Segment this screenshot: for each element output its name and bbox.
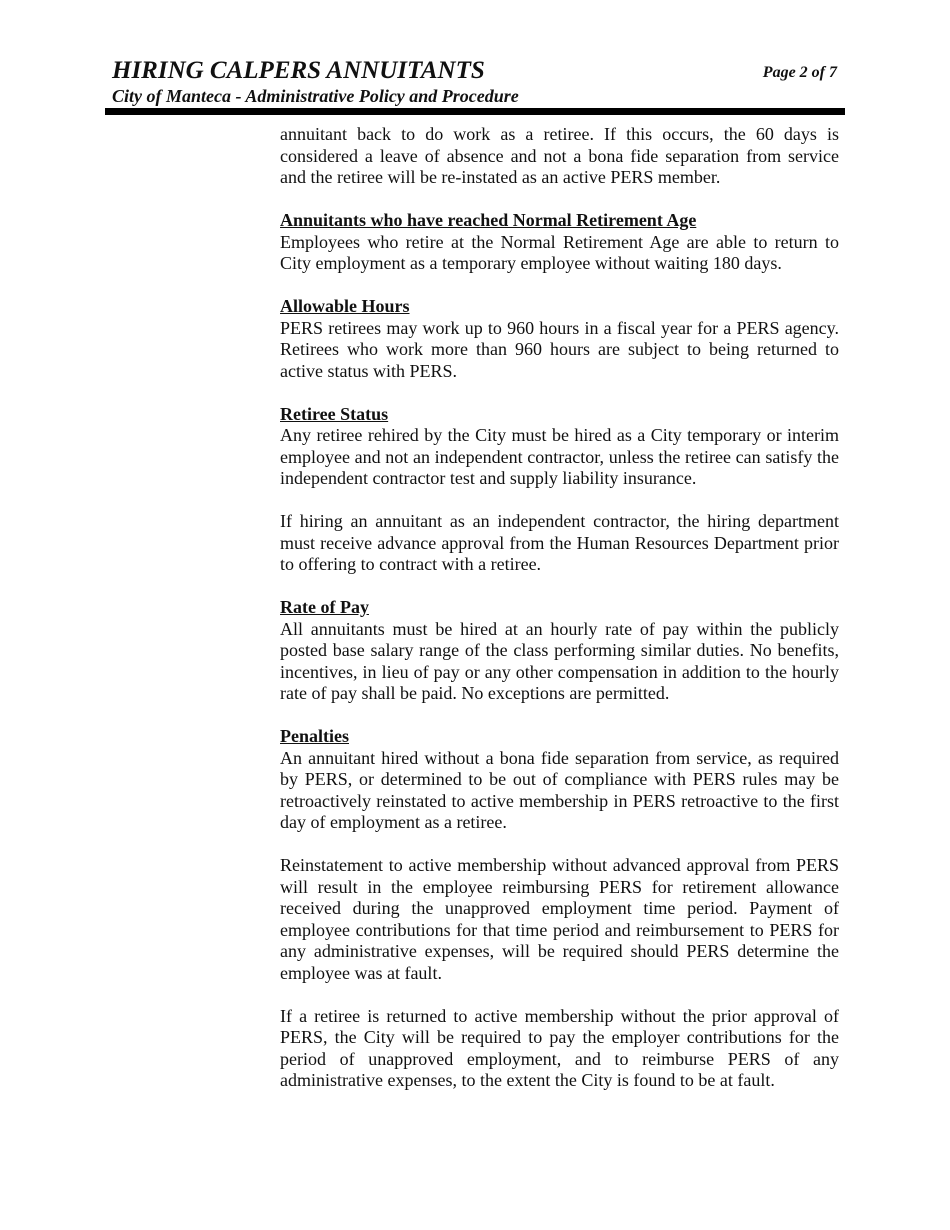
document-title: HIRING CALPERS ANNUITANTS xyxy=(112,57,485,84)
section-paragraph: Any retiree rehired by the City must be hired as a City temporary or interim employee and not an independent contractor, unless the retiree can satisfy the independent contractor test and supply liability insurance. xyxy=(280,425,839,488)
document-subtitle: City of Manteca - Administrative Policy and Procedure xyxy=(112,86,519,106)
section-paragraph: An annuitant hired without a bona fide separation from service, as required by PERS, or determined to be out of compliance with PERS rules may be retroactively reinstated to active membership in PERS retroactive to the first day of employment as a retiree. xyxy=(280,747,839,832)
section-paragraph: Reinstatement to active membership without advanced approval from PERS will result in the employee reimbursing PERS for retirement allowance received during the unapproved employment time period. Payment of employee contributions for that time period and reimbursement to PERS for any administrative expenses, will be required should PERS determine the employee was at fault. xyxy=(280,855,839,983)
header-rule xyxy=(105,108,845,115)
section-paragraph: If a retiree is returned to active membership without the prior approval of PERS, the City will be required to pay the employer contributions for the period of unapproved employment, and to reimburse PERS of any administrative expenses, to the extent the City is found to be at fault. xyxy=(280,1005,839,1090)
section-paragraph: All annuitants must be hired at an hourly rate of pay within the publicly posted base salary range of the class performing similar duties. No benefits, incentives, in lieu of pay or any other compensation in addition to the hourly rate of pay shall be paid. No exceptions are permitted. xyxy=(280,618,839,703)
section-allowable-hours xyxy=(280,296,839,382)
section-paragraph: If hiring an annuitant as an independent contractor, the hiring department must receive advance approval from the Human Resources Department prior to offering to contract with a retiree. xyxy=(280,511,839,574)
document-body xyxy=(280,124,839,1092)
section-heading: Rate of Pay xyxy=(280,597,369,617)
section-penalties xyxy=(280,726,839,1092)
section-rate-of-pay xyxy=(280,597,839,705)
section-heading: Retiree Status xyxy=(280,403,389,424)
intro-paragraph: annuitant back to do work as a retiree. If this occurs, the 60 days is considered a leave of absence and not a bona fide separation from service and the retiree will be re-instated as an active PERS member. xyxy=(280,124,839,187)
page-number: Page 2 of 7 xyxy=(762,64,837,81)
section-normal-retirement-age xyxy=(280,210,839,275)
section-retiree-status xyxy=(280,404,839,576)
section-heading: Allowable Hours xyxy=(280,296,410,316)
section-heading: Annuitants who have reached Normal Retirement Age xyxy=(280,210,697,230)
section-paragraph: Employees who retire at the Normal Retirement Age are able to return to City employment as a temporary employee without waiting 180 days. xyxy=(280,231,839,273)
section-paragraph: PERS retirees may work up to 960 hours in a fiscal year for a PERS agency. Retirees who work more than 960 hours are subject to being returned to active status with PERS. xyxy=(280,317,839,381)
section-heading: Penalties xyxy=(280,726,349,746)
